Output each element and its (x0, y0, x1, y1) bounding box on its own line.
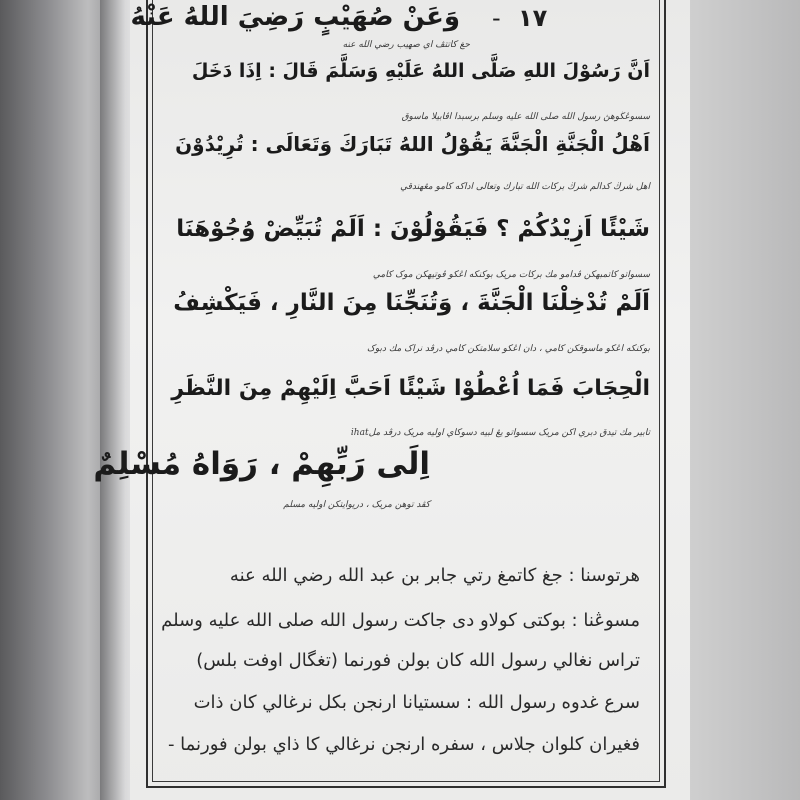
arabic-text-line: الْحِجَابَ فَمَا اُعْطُوْا شَيْئًا اَحَبَّ اِلَيْهِمْ مِنَ النَّظَرِ (171, 376, 650, 401)
arabic-text-line: شَيْئًا اَزِيْدُكُمْ ؟ فَيَقُوْلُوْنَ : اَلَمْ تُبَيِّضْ وُجُوْهَنَا (176, 216, 650, 242)
jawi-text-line: سرع غدوه رسول الله : سستيانا ارنجن بكل نرغالي كان ذات (193, 692, 640, 713)
jawi-text-line: مسوڠنا : بوکتی کولاو دی جاکت رسول الله صلی الله علیه وسلم (161, 610, 640, 631)
arabic-text-line: اَنَّ رَسُوْلَ اللهِ صَلَّى اللهُ عَلَيْهِ وَسَلَّمَ قَالَ : اِذَا دَخَلَ (191, 60, 650, 82)
book-page-edge (690, 0, 800, 800)
interlinear-gloss: سسوڠڬوهڽ رسول الله صلى الله عليه وسلم برسبدا اڤابيلا ماسوق (401, 112, 650, 122)
arabic-text-line: اَهْلُ الْجَنَّةِ الْجَنَّةَ يَقُوْلُ اللهُ تَبَارَكَ وَتَعَالَى : تُرِيْدُوْنَ (175, 132, 650, 156)
jawi-text-line: تراس نغالي رسول الله كان بولن فورنما (تغگال اوفت بلس) (196, 650, 640, 671)
interlinear-gloss: تابير مك تيدق دبري اكن مريک سسواتو يڠ لبيه دسوكاي اوليه مريک درڤد ملihat (350, 428, 650, 438)
interlinear-gloss: بوكنكه اڠكو ماسوقكن كامي ، دان اڠكو سلامتكن كامي درڤد نراک مك دبوک (366, 344, 650, 354)
jawi-text-line: فغيران كلوان جلاس ، سفره ارنجن نرغالي كا ذاي بولن فورنما - (167, 734, 640, 755)
interlinear-gloss: حغ كاتتڤ اي صهيب رضي الله عنه (342, 40, 470, 50)
interlinear-gloss: كڤد توهن مريک ، دريوايتكن اوليه مسلم (283, 500, 430, 510)
arabic-text-line: اَلَمْ تُدْخِلْنَا الْجَنَّةَ ، وَتُنَجِّنَا مِنَ النَّارِ ، فَيَكْشِفُ (173, 290, 650, 316)
header-dash: - (492, 4, 501, 32)
interlinear-gloss: سسواتو كاتمبهكن ڤدامو مك برکات مريک بوكنكه اڠكو ڤوتيهكن موک کامي (372, 270, 650, 280)
jawi-text-line: هرتوسنا : جغ كاتمغ رتي جابر بن عبد الله رضي الله عنه (229, 565, 640, 586)
arabic-text-line: اِلَى رَبِّهِمْ ، رَوَاهُ مُسْلِمٌ (93, 446, 430, 482)
hadith-number: ١٧ (518, 4, 548, 32)
hadith-header-title: وَعَنْ صُهَيْبٍ رَضِيَ اللهُ عَنْهُ (130, 2, 460, 32)
interlinear-gloss: اهل شرڬ كدالم شرڬ بركات الله تبارك وتعالى اداكه كامو مڠهندقي (400, 182, 650, 192)
